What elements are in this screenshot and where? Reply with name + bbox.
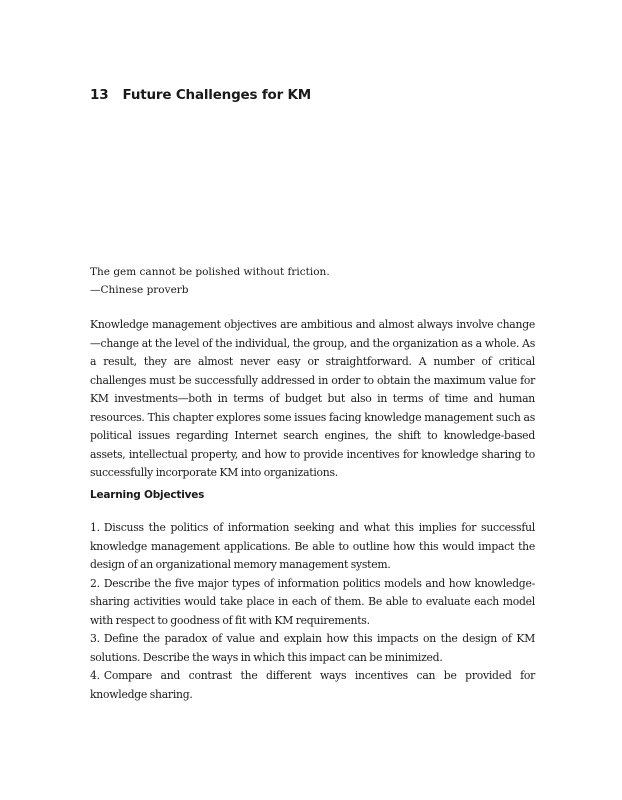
list-item xyxy=(90,667,535,704)
intro-paragraph: Knowledge management objectives are ambitious and almost always involve change—change at the level of the individual, the group, and the organization as a whole. As a result, they are almost never easy or straightforward. A number of critical challenges must be successfully addressed in order to obtain the maximum value for KM investments—both in terms of budget but also in terms of time and human resources. This chapter explores some issues facing knowledge management such as political issues regarding Internet search engines, the shift to knowledge-based assets, intellectual property, and how to provide incentives for knowledge sharing to successfully incorporate KM into organizations. xyxy=(90,318,535,479)
chapter-number: 13 xyxy=(90,87,109,103)
objective-text: Describe the five major types of information politics models and how knowledge-sharing activities would take place in each of them. Be able to evaluate each model with respect to goodness of fit with KM requirements. xyxy=(90,576,535,627)
list-item xyxy=(90,630,535,667)
epigraph-attribution: —Chinese proverb xyxy=(90,284,189,296)
objective-text: Define the paradox of value and explain how this impacts on the design of KM solutions. Describe the ways in which this impact can be minimized. xyxy=(90,632,535,664)
objective-number: 2. xyxy=(90,576,100,590)
objective-number: 3. xyxy=(90,632,100,645)
objective-text: Compare and contrast the different ways incentives can be provided for knowledge sharing. xyxy=(90,669,535,701)
objective-text: Discuss the politics of information seeking and what this implies for successful knowledge management applications. Be able to outline how this would impact the design of an organizational memory management system. xyxy=(90,521,535,571)
epigraph xyxy=(90,263,536,299)
learning-objectives-list xyxy=(90,519,535,704)
chapter-heading xyxy=(90,86,536,104)
epigraph-quote: The gem cannot be polished without friction. xyxy=(90,266,330,278)
objective-number: 1. xyxy=(90,521,100,534)
chapter-title: Future Challenges for KM xyxy=(122,87,312,103)
list-item xyxy=(90,519,535,575)
learning-objectives-heading: Learning Objectives xyxy=(90,489,205,501)
list-item xyxy=(90,575,535,631)
objective-number: 4. xyxy=(90,669,100,682)
